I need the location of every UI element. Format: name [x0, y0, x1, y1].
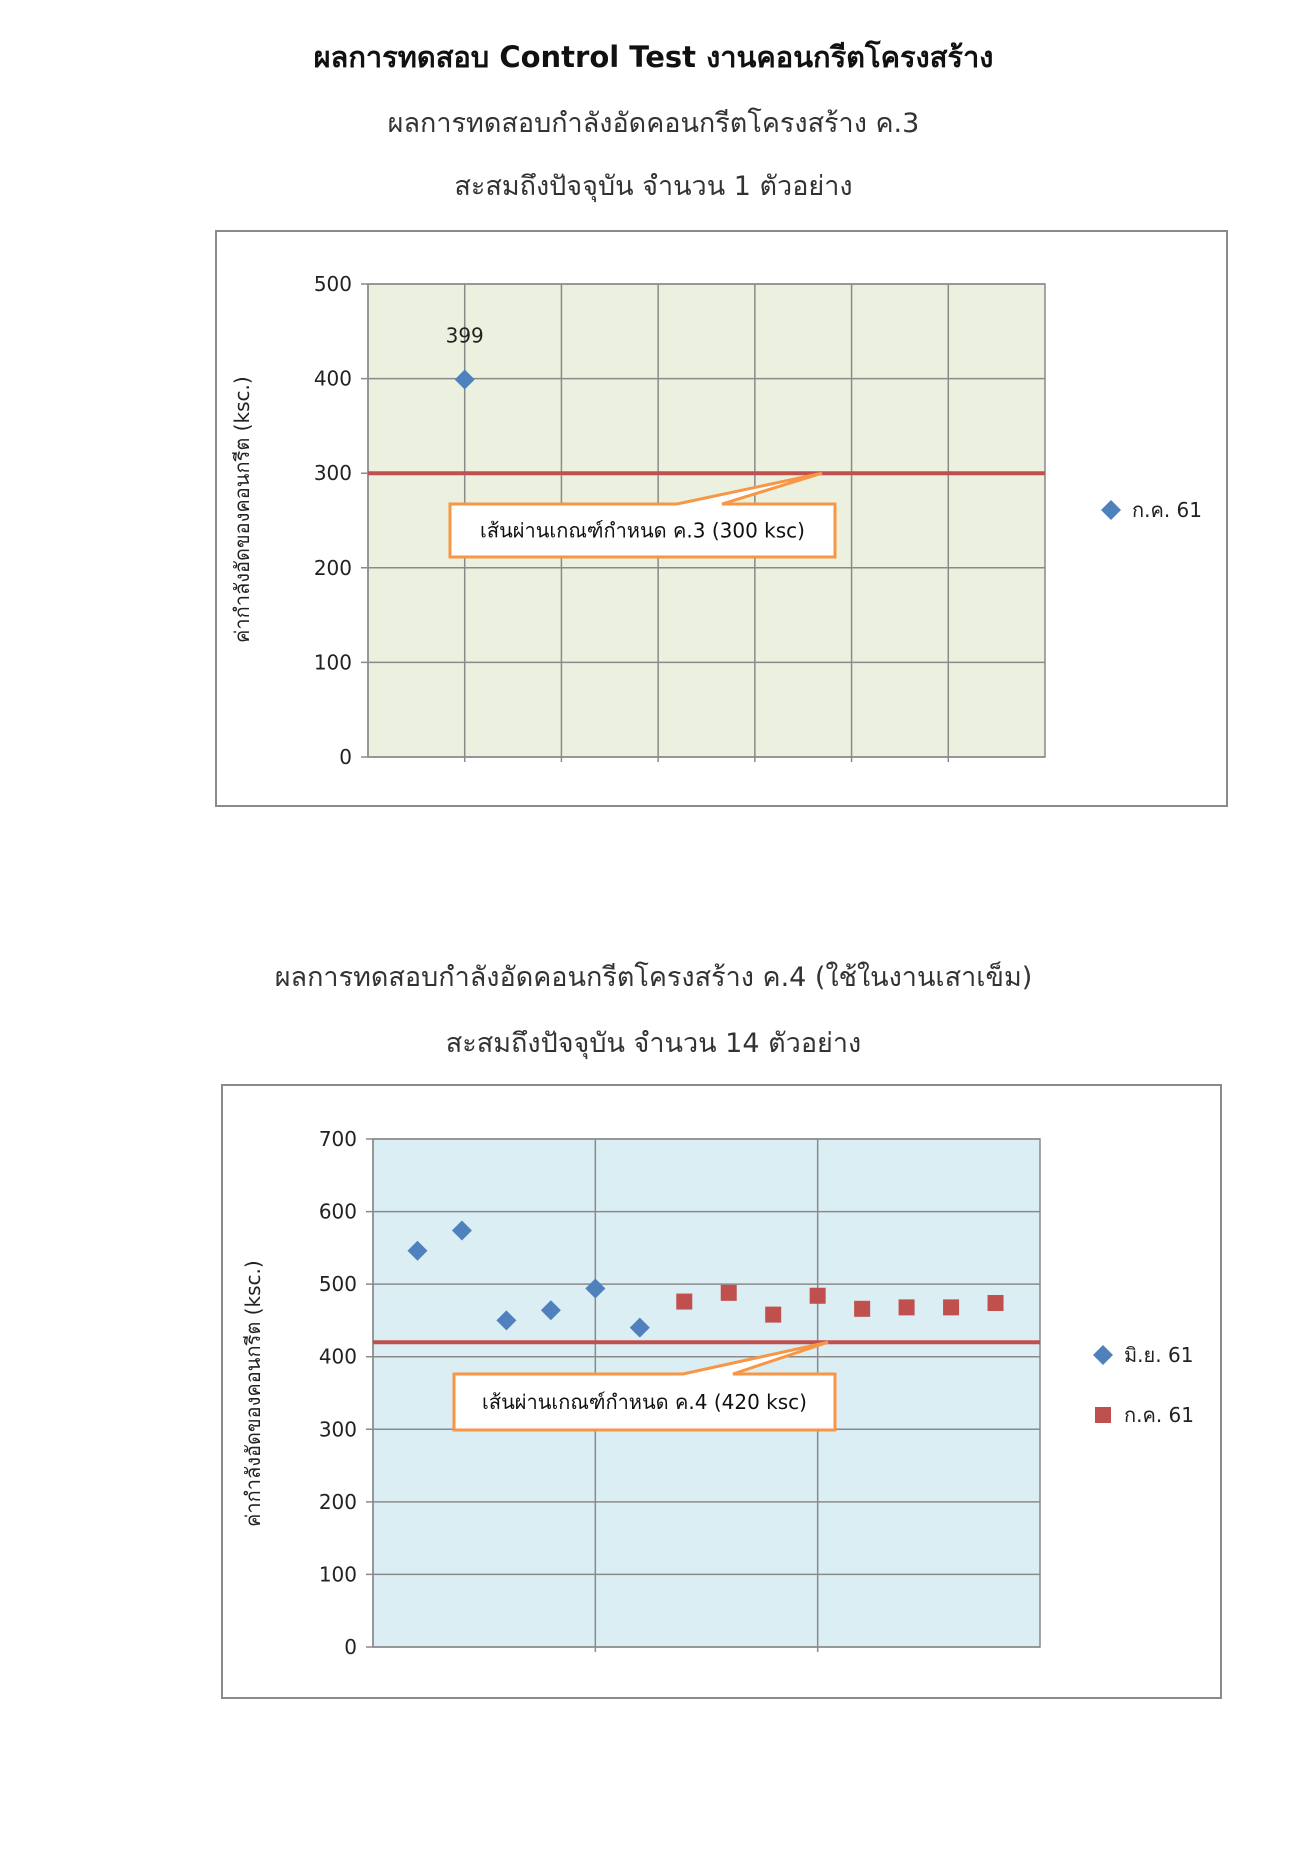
- chart1-y-tick-label: 100: [313, 650, 352, 675]
- chart2-series2-point: [676, 1294, 692, 1310]
- chart2-legend-item: [1092, 1342, 1194, 1368]
- chart1-y-tick-label: 500: [313, 272, 352, 296]
- chart2-y-tick-label: 600: [318, 1199, 357, 1224]
- chart2-series2-point: [988, 1295, 1004, 1311]
- chart2-legend-label: มิ.ย. 61: [1124, 1343, 1194, 1367]
- chart1-legend-item: [1100, 497, 1202, 523]
- chart2-sample-count: สะสมถึงปัจจุบัน จำนวน 14 ตัวอย่าง: [445, 1028, 862, 1059]
- chart2-frame: [221, 1084, 1222, 1699]
- chart2-y-axis-label: ค่ากำลังอัดของคอนกรีต (ksc.): [241, 1260, 265, 1527]
- chart1-legend-label: ก.ค. 61: [1132, 498, 1203, 522]
- diamond-icon: [1100, 499, 1122, 521]
- chart2-y-tick-label: 400: [318, 1344, 357, 1369]
- diamond-icon: [1092, 1344, 1114, 1366]
- chart2-subtitle: ผลการทดสอบกำลังอัดคอนกรีตโครงสร้าง ค.4 (ใช้ในงานเสาเข็ม): [274, 962, 1033, 993]
- document-title: ผลการทดสอบ Control Test งานคอนกรีตโครงสร้าง: [313, 40, 994, 74]
- square-icon: [1092, 1404, 1114, 1426]
- chart2-series2-point: [721, 1285, 737, 1301]
- chart2-series2-point: [943, 1299, 959, 1315]
- chart1-y-tick-label: 400: [313, 366, 352, 391]
- chart2-canvas: [223, 1086, 1220, 1697]
- chart2-series2-point: [765, 1307, 781, 1323]
- chart2-legend-item: [1092, 1402, 1194, 1428]
- chart2-threshold-label: เส้นผ่านเกณฑ์กำหนด ค.4 (420 ksc): [482, 1390, 807, 1414]
- chart2-y-tick-label: 0: [344, 1635, 357, 1659]
- chart2-series2-point: [810, 1288, 826, 1304]
- chart1-sample-count: สะสมถึงปัจจุบัน จำนวน 1 ตัวอย่าง: [454, 171, 853, 202]
- chart2-series2-point: [899, 1299, 915, 1315]
- chart2-series2-point: [854, 1301, 870, 1317]
- chart1-y-tick-label: 0: [339, 745, 352, 769]
- chart1-y-tick-label: 200: [313, 555, 352, 580]
- chart2-legend: [1092, 1342, 1194, 1462]
- chart1-data-label: 399: [445, 323, 484, 348]
- chart1-y-axis-label: ค่ากำลังอัดของคอนกรีต (ksc.): [230, 376, 254, 643]
- chart1-threshold-label: เส้นผ่านเกณฑ์กำหนด ค.3 (300 ksc): [480, 518, 805, 543]
- chart1-legend: [1100, 497, 1202, 557]
- chart2-y-tick-label: 700: [318, 1127, 357, 1151]
- chart1-y-tick-label: 300: [313, 461, 352, 486]
- chart2-y-tick-label: 300: [318, 1417, 357, 1442]
- chart1-subtitle: ผลการทดสอบกำลังอัดคอนกรีตโครงสร้าง ค.3: [387, 108, 920, 139]
- chart2-y-tick-label: 200: [318, 1489, 357, 1514]
- chart1-frame: [215, 230, 1228, 807]
- chart1-canvas: [217, 232, 1226, 805]
- chart2-y-tick-label: 100: [318, 1562, 357, 1587]
- chart2-legend-label: ก.ค. 61: [1124, 1403, 1195, 1427]
- chart2-y-tick-label: 500: [318, 1272, 357, 1297]
